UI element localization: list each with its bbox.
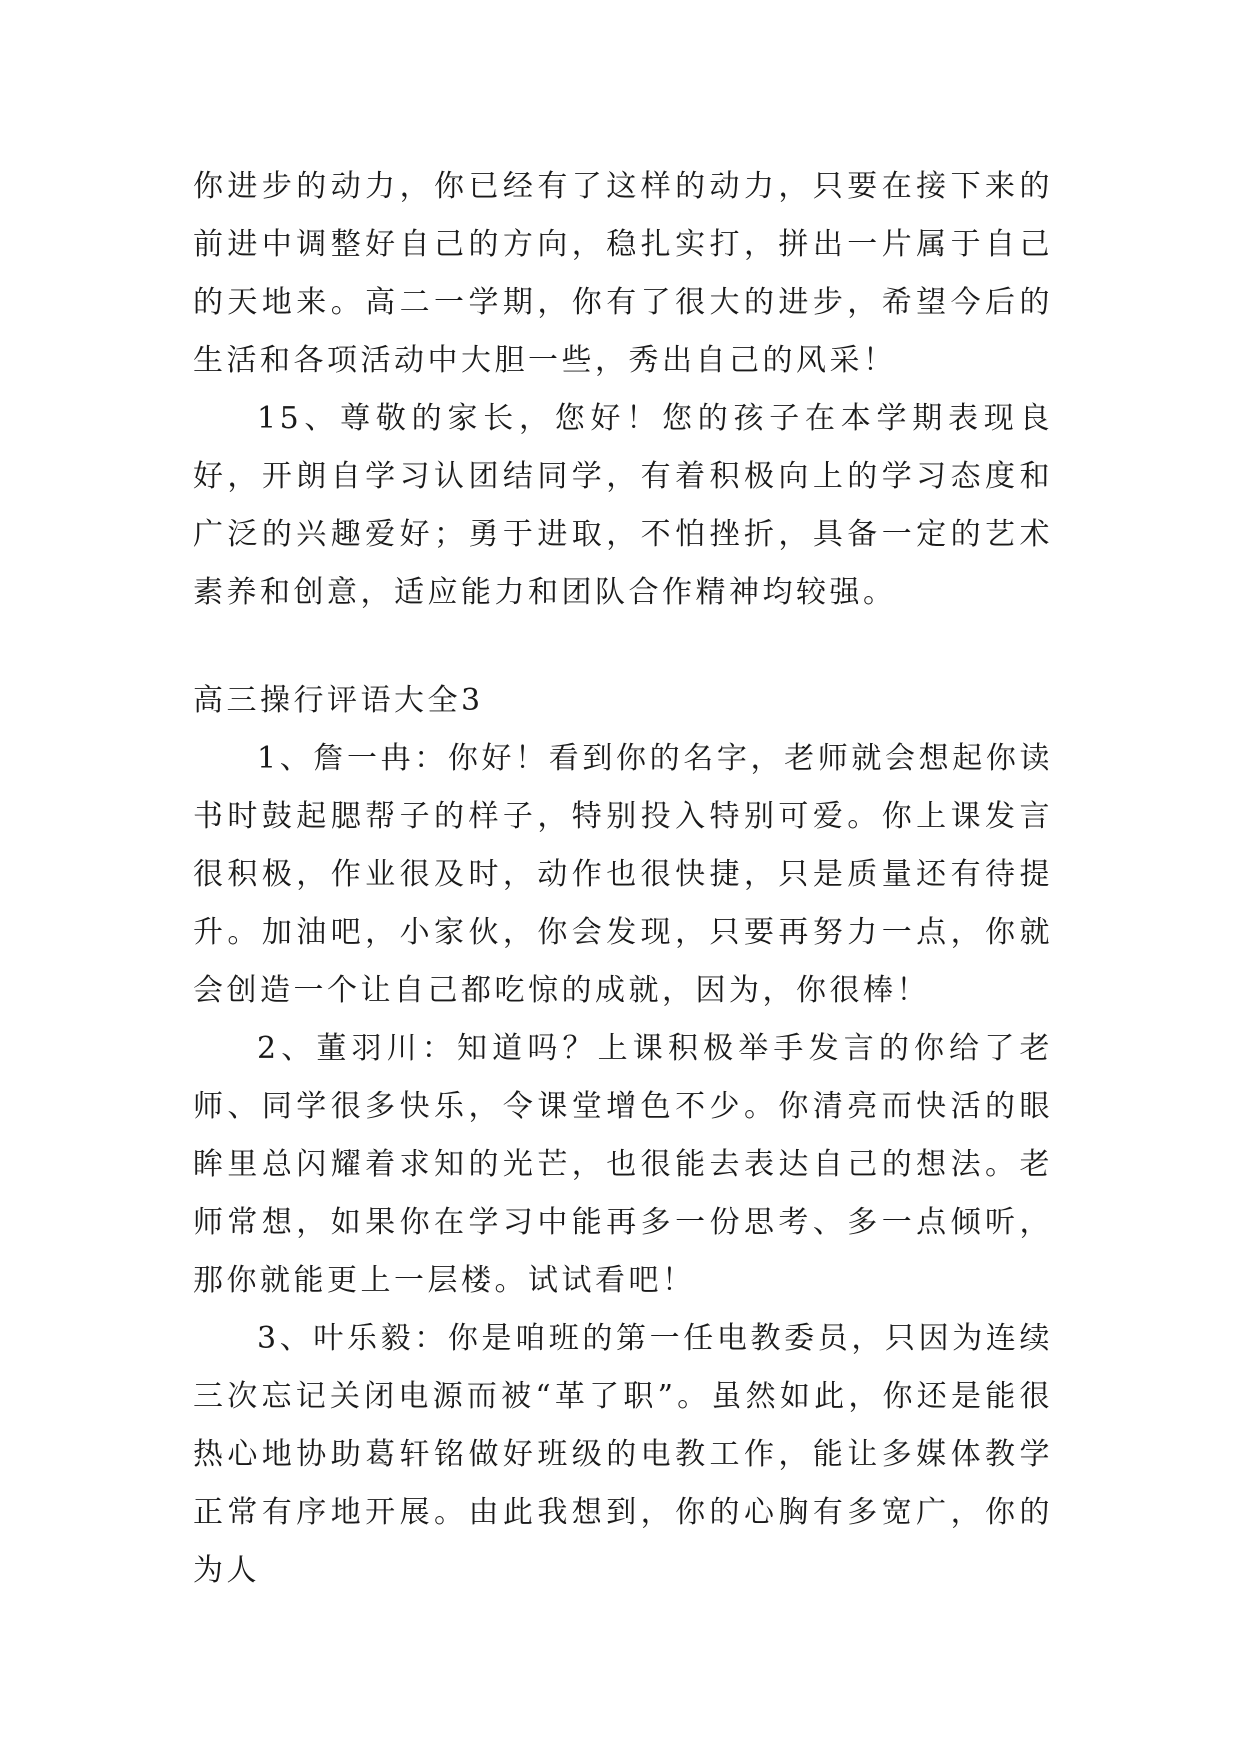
document-body bbox=[193, 158, 1053, 1600]
paragraph-comment-3: 3、叶乐毅：你是咱班的第一任电教委员，只因为连续三次忘记关闭电源而被“革了职”。虽然如此，你还是能很热心地协助葛轩铭做好班级的电教工作，能让多媒体教学正常有序地开展。由此我想到，你的心胸有多宽广，你的为人 bbox=[193, 1321, 1053, 1588]
paragraph-comment-2: 2、董羽川：知道吗？上课积极举手发言的你给了老师、同学很多快乐，令课堂增色不少。你清亮而快活的眼眸里总闪耀着求知的光芒，也很能去表达自己的想法。老师常想，如果你在学习中能再多一份思考、多一点倾听，那你就能更上一层楼。试试看吧！ bbox=[193, 1031, 1053, 1298]
paragraph-comment-15: 15、尊敬的家长，您好！您的孩子在本学期表现良好，开朗自学习认团结同学，有着积极向上的学习态度和广泛的兴趣爱好；勇于进取，不怕挫折，具备一定的艺术素养和创意，适应能力和团队合作精神均较强。 bbox=[193, 401, 1053, 610]
section-heading: 高三操行评语大全3 bbox=[193, 683, 484, 718]
paragraph-comment-1: 1、詹一冉：你好！看到你的名字，老师就会想起你读书时鼓起腮帮子的样子，特别投入特别可爱。你上课发言很积极，作业很及时，动作也很快捷，只是质量还有待提升。加油吧，小家伙，你会发现，只要再努力一点，你就会创造一个让自己都吃惊的成就，因为，你很棒！ bbox=[193, 741, 1053, 1008]
paragraph-continuation: 你进步的动力，你已经有了这样的动力，只要在接下来的前进中调整好自己的方向，稳扎实打，拼出一片属于自己的天地来。高二一学期，你有了很大的进步，希望今后的生活和各项活动中大胆一些，秀出自己的风采！ bbox=[193, 169, 1053, 378]
